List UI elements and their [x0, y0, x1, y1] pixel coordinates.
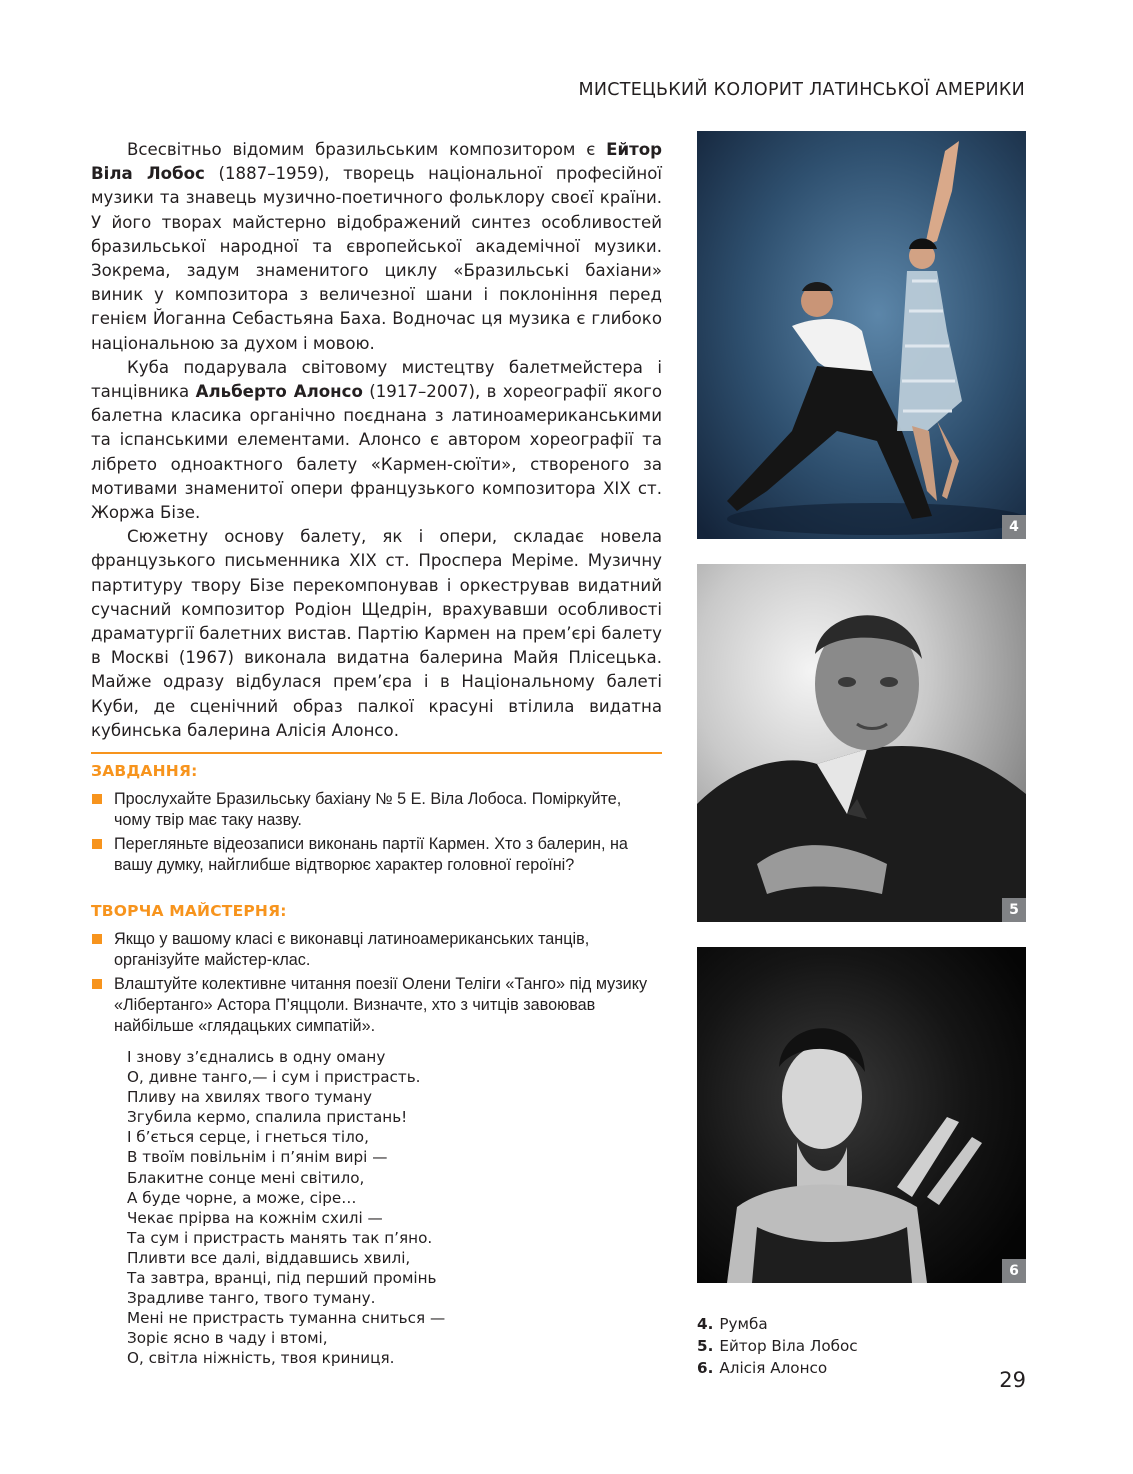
list-item: Влаштуйте колективне читання поезії Олени Теліги «Танго» під музику «Лібертанго» Астора П’яццоли. Визначте, хто з читців завоював найбільше «глядацьких симпатій».	[91, 974, 662, 1037]
section-divider	[91, 752, 662, 754]
paragraph-alberto-alonso: Куба подарувала світовому мистецтву балетмейстера і танцівника Альберто Алонсо (1917–2007), в хореографії якого балетна класика органічно поєднана з латиноамериканськими та іспанськими елементами. Алонсо є автором хореографії та лібрето одноактного балету «Кармен-сюїти», створеного за мотивами знаменитої опери французького композитора XIX ст. Жоржа Бізе.	[91, 357, 662, 523]
square-bullet-icon	[92, 794, 102, 804]
square-bullet-icon	[92, 979, 102, 989]
caption-number: 4.	[697, 1315, 714, 1333]
caption-text: Ейтор Віла Лобос	[719, 1337, 858, 1355]
photo-villa-lobos	[697, 564, 1026, 922]
photo-number-badge: 5	[1002, 898, 1026, 922]
villa-lobos-portrait-image	[697, 564, 1026, 922]
poem-line: Пливти все далі, віддавшись хвилі,	[127, 1248, 411, 1267]
list-item: Перегляньте відеозаписи виконань партії Кармен. Хто з балерин, на вашу думку, найглибше відтворює характер головної героїні?	[91, 834, 662, 876]
caption-item	[697, 1357, 858, 1379]
poem-line: Пливу на хвилях твого туману	[127, 1088, 373, 1107]
poem-line: Зрадливе танго, твого туману.	[127, 1289, 376, 1308]
poem-line: Чекає прірва на кожнім схилі —	[127, 1208, 383, 1227]
poem-line: Мені не пристрасть туманна сниться —	[127, 1309, 446, 1328]
name-villa-lobos: Ейтор Віла Лобос	[91, 140, 662, 184]
tasks-list	[91, 789, 662, 879]
photo-number-badge: 4	[1002, 515, 1026, 539]
poem-line: А буде чорне, а може, сіре…	[127, 1188, 357, 1207]
poem-line: Згубила кермо, спалила пристань!	[127, 1108, 408, 1127]
alicia-alonso-portrait-image	[697, 947, 1026, 1283]
photo-number-badge: 6	[1002, 1259, 1026, 1283]
poem-line: І знову з’єднались в одну оману	[127, 1048, 386, 1066]
poem-line: Та сум і пристрасть манять так п’яно.	[127, 1228, 433, 1247]
square-bullet-icon	[92, 934, 102, 944]
name-alberto-alonso: Альберто Алонсо	[195, 382, 363, 402]
caption-number: 5.	[697, 1337, 714, 1355]
caption-text: Алісія Алонсо	[719, 1359, 828, 1377]
poem-line: Зоріє ясно в чаду і втомі,	[127, 1329, 328, 1348]
poem-line: О, світла ніжність, твоя криниця.	[127, 1349, 395, 1368]
caption-text: Румба	[719, 1315, 768, 1333]
caption-item	[697, 1313, 858, 1335]
rumba-dancers-image	[697, 131, 1026, 539]
square-bullet-icon	[92, 839, 102, 849]
article-body	[91, 138, 662, 743]
paragraph-villa-lobos: Всесвітньо відомим бразильським композитором є Ейтор Віла Лобос (1887–1959), творець національної професійної музики та знавець музично-поетичного фольклору своєї країни. У його творах майстерно відображений синтез особливостей бразильської народної та європейської академічної музики. Зокрема, задум знаменитого циклу «Бразильські бахіани» виник у композитора з величезної шани і поклоніння перед генієм Йоганна Себастьяна Баха. Водночас ця музика є глибоко національною за духом і мовою.	[91, 140, 662, 353]
workshop-list	[91, 929, 662, 1040]
poem-line: О, дивне танго,— і сум і пристрасть.	[127, 1068, 421, 1087]
list-item: Прослухайте Бразильську бахіану № 5 Е. Віла Лобоса. Поміркуйте, чому твір має таку назву.	[91, 789, 662, 831]
caption-number: 6.	[697, 1359, 714, 1377]
poem-line: І б’ється серце, і гнеться тіло,	[127, 1128, 369, 1147]
paragraph-ballet-plot: Сюжетну основу балету, як і опери, складає новела французького письменника XIX ст. Проспера Меріме. Музичну партитуру твору Бізе перекомпонував і оркестрував видатний сучасний композитор Родіон Щедрін, врахувавши особливості драматургії балетних вистав. Партію Кармен на прем’єрі балету в Москві (1967) виконала видатна балерина Майя Плісецька. Майже одразу відбулася прем’єра і в Національному балеті Куби, де сценічний образ палкої красуні втілила видатна кубинська балерина Алісія Алонсо.	[91, 527, 662, 740]
photo-alicia-alonso	[697, 947, 1026, 1283]
tasks-heading: ЗАВДАННЯ:	[91, 762, 198, 780]
photo-rumba	[697, 131, 1026, 539]
workshop-heading: ТВОРЧА МАЙСТЕРНЯ:	[91, 902, 287, 920]
page-number: 29	[999, 1368, 1026, 1392]
poem-line: Блакитне сонце мені світило,	[127, 1168, 365, 1187]
poem-line: В твоїм повільнім і п’янім вирі —	[127, 1148, 388, 1167]
running-header: МИСТЕЦЬКИЙ КОЛОРИТ ЛАТИНСЬКОЇ АМЕРИКИ	[578, 80, 1025, 100]
photo-captions	[697, 1313, 858, 1379]
poem-line: Та завтра, вранці, під перший промінь	[127, 1269, 437, 1288]
list-item: Якщо у вашому класі є виконавці латиноамериканських танців, організуйте майстер-клас.	[91, 929, 662, 971]
poem-tango	[127, 1047, 445, 1369]
caption-item	[697, 1335, 858, 1357]
